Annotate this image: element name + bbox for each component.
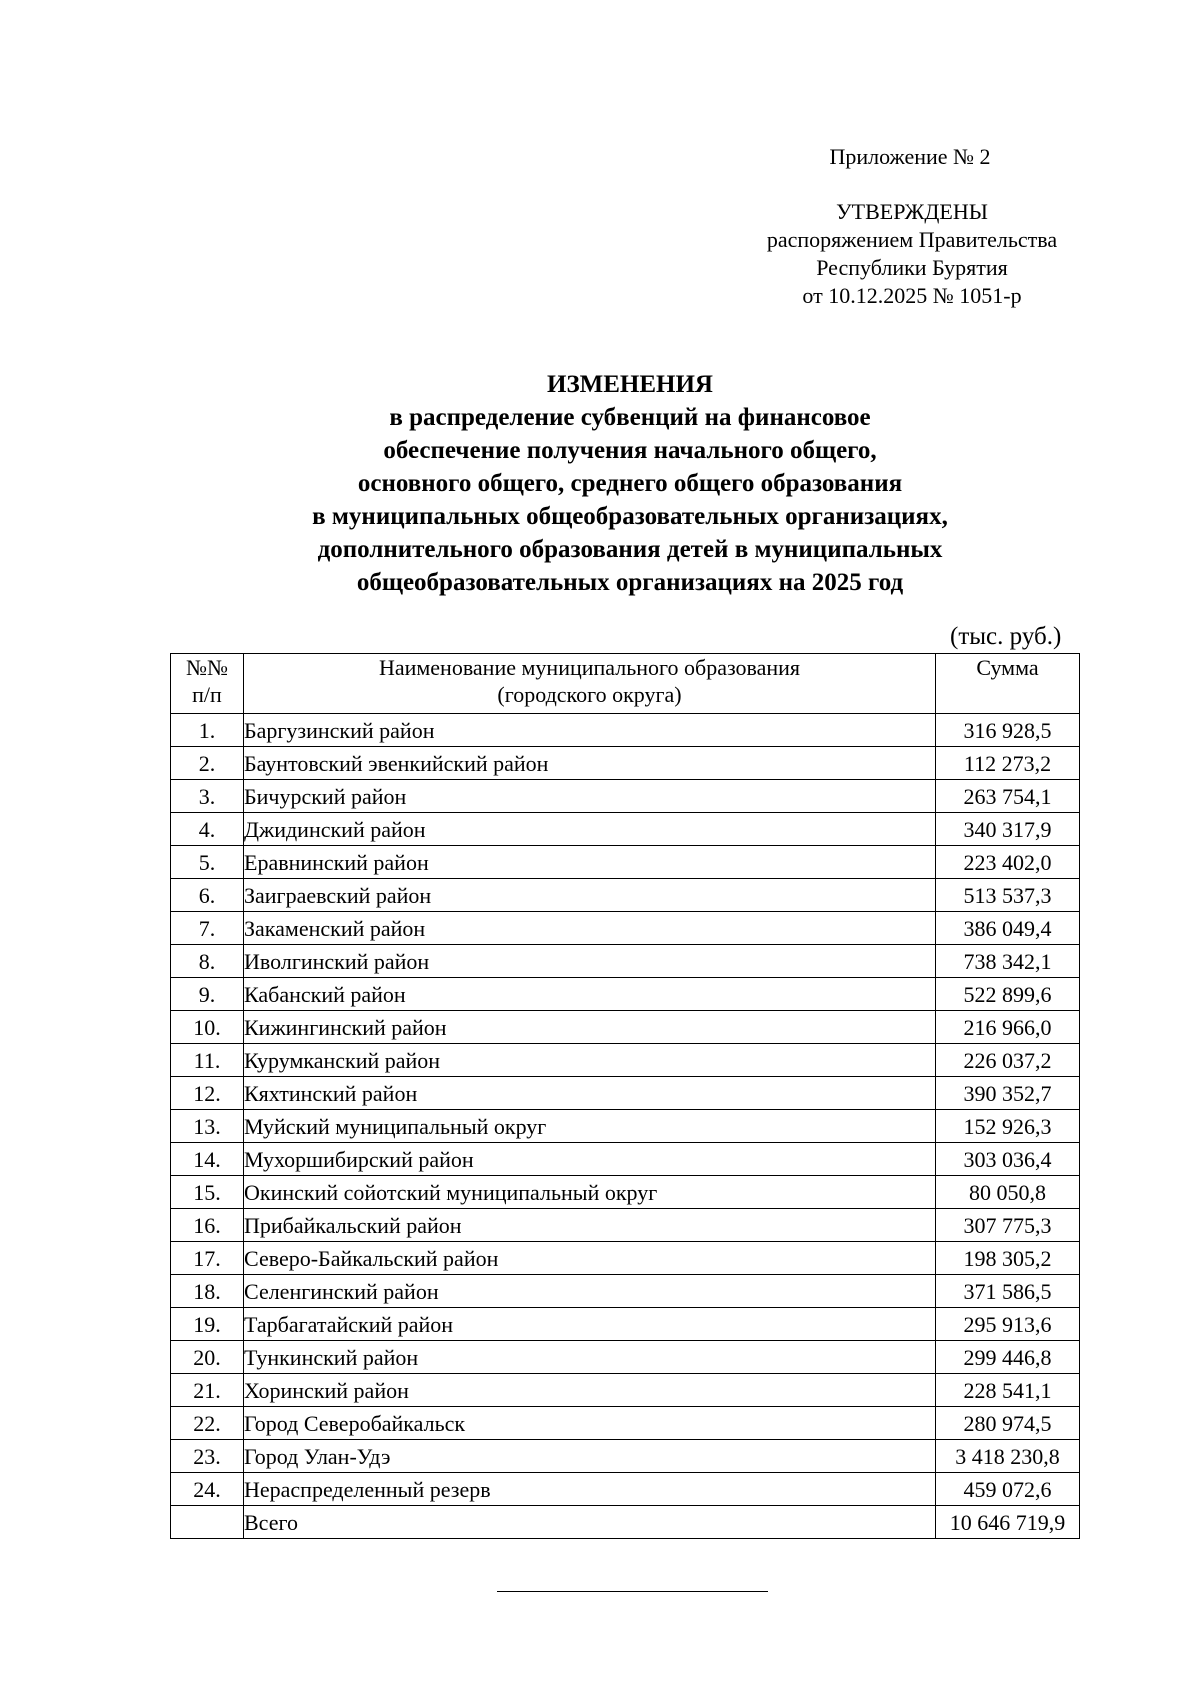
header-number: №№ п/п: [171, 654, 244, 714]
row-sum: 522 899,6: [936, 978, 1080, 1011]
row-name: Бичурский район: [244, 780, 936, 813]
row-number: 12.: [171, 1077, 244, 1110]
title-line: обеспечение получения начального общего,: [383, 437, 877, 464]
row-number: 23.: [171, 1440, 244, 1473]
header-sum: Сумма: [936, 654, 1080, 714]
row-number: 22.: [171, 1407, 244, 1440]
table-row: [171, 1308, 1080, 1341]
total-label: Всего: [244, 1506, 936, 1539]
row-number: 17.: [171, 1242, 244, 1275]
row-name: Город Северобайкальск: [244, 1407, 936, 1440]
row-name: Северо-Байкальский район: [244, 1242, 936, 1275]
units-label: (тыс. руб.): [950, 623, 1062, 650]
table-row: [171, 1242, 1080, 1275]
row-name: Баргузинский район: [244, 714, 936, 747]
row-sum: 307 775,3: [936, 1209, 1080, 1242]
row-number: 13.: [171, 1110, 244, 1143]
title-line: дополнительного образования детей в муниципальных: [317, 536, 943, 563]
row-number: 1.: [171, 714, 244, 747]
row-name: Нераспределенный резерв: [244, 1473, 936, 1506]
row-number: 8.: [171, 945, 244, 978]
row-sum: 226 037,2: [936, 1044, 1080, 1077]
row-number: 2.: [171, 747, 244, 780]
table-row: [171, 714, 1080, 747]
approval-stamp: [742, 198, 1082, 310]
title-line: основного общего, среднего общего образования: [357, 470, 903, 497]
row-number: 16.: [171, 1209, 244, 1242]
header-name: Наименование муниципального образования (городского округа): [244, 654, 936, 714]
row-sum: 299 446,8: [936, 1341, 1080, 1374]
row-number: 4.: [171, 813, 244, 846]
row-sum: 390 352,7: [936, 1077, 1080, 1110]
row-sum: 216 966,0: [936, 1011, 1080, 1044]
row-number: 6.: [171, 879, 244, 912]
total-row: [171, 1506, 1080, 1539]
table-row: [171, 1374, 1080, 1407]
row-sum: 152 926,3: [936, 1110, 1080, 1143]
row-sum: 3 418 230,8: [936, 1440, 1080, 1473]
approved-line: распоряжением Правительства: [766, 227, 1058, 252]
row-name: Кижингинский район: [244, 1011, 936, 1044]
table-row: [171, 1143, 1080, 1176]
end-divider: [497, 1591, 768, 1592]
table-row: [171, 945, 1080, 978]
row-number: 10.: [171, 1011, 244, 1044]
row-number: 7.: [171, 912, 244, 945]
row-number: 20.: [171, 1341, 244, 1374]
row-sum: 280 974,5: [936, 1407, 1080, 1440]
row-sum: 459 072,6: [936, 1473, 1080, 1506]
row-number: 9.: [171, 978, 244, 1011]
row-sum: 198 305,2: [936, 1242, 1080, 1275]
table-row: [171, 1440, 1080, 1473]
table-row: [171, 879, 1080, 912]
row-name: Иволгинский район: [244, 945, 936, 978]
row-name: Хоринский район: [244, 1374, 936, 1407]
table-header-row: [171, 654, 1080, 714]
row-number: 24.: [171, 1473, 244, 1506]
title-line: в распределение субвенций на финансовое: [389, 404, 871, 431]
row-number: 3.: [171, 780, 244, 813]
title-line: в муниципальных общеобразовательных организациях,: [312, 503, 948, 530]
table-row: [171, 1473, 1080, 1506]
row-number: 11.: [171, 1044, 244, 1077]
row-sum: 263 754,1: [936, 780, 1080, 813]
row-number: 18.: [171, 1275, 244, 1308]
row-sum: 371 586,5: [936, 1275, 1080, 1308]
table-row: [171, 846, 1080, 879]
row-name: Селенгинский район: [244, 1275, 936, 1308]
row-sum: 223 402,0: [936, 846, 1080, 879]
row-sum: 112 273,2: [936, 747, 1080, 780]
row-name: Мухоршибирский район: [244, 1143, 936, 1176]
total-number: [171, 1506, 244, 1539]
row-name: Баунтовский эвенкийский район: [244, 747, 936, 780]
row-name: Кяхтинский район: [244, 1077, 936, 1110]
total-sum: 10 646 719,9: [936, 1506, 1080, 1539]
row-number: 21.: [171, 1374, 244, 1407]
row-sum: 228 541,1: [936, 1374, 1080, 1407]
row-name: Окинский сойотский муниципальный округ: [244, 1176, 936, 1209]
row-name: Джидинский район: [244, 813, 936, 846]
table-row: [171, 1044, 1080, 1077]
row-number: 14.: [171, 1143, 244, 1176]
approved-heading: УТВЕРЖДЕНЫ: [836, 199, 988, 224]
table-row: [171, 813, 1080, 846]
table-row: [171, 780, 1080, 813]
row-name: Кабанский район: [244, 978, 936, 1011]
title-heading: ИЗМЕНЕНИЯ: [547, 371, 713, 398]
table-row: [171, 1407, 1080, 1440]
row-sum: 513 537,3: [936, 879, 1080, 912]
row-sum: 303 036,4: [936, 1143, 1080, 1176]
row-name: Муйский муниципальный округ: [244, 1110, 936, 1143]
row-number: 5.: [171, 846, 244, 879]
row-number: 15.: [171, 1176, 244, 1209]
row-sum: 386 049,4: [936, 912, 1080, 945]
row-name: Тарбагатайский район: [244, 1308, 936, 1341]
table-row: [171, 1275, 1080, 1308]
approved-line: от 10.12.2025 № 1051-р: [802, 283, 1022, 308]
appendix-label: Приложение № 2: [829, 144, 991, 169]
document-title: [150, 368, 1110, 599]
approved-line: Республики Бурятия: [816, 255, 1008, 280]
row-name: Закаменский район: [244, 912, 936, 945]
table-row: [171, 912, 1080, 945]
row-name: Город Улан-Удэ: [244, 1440, 936, 1473]
row-sum: 340 317,9: [936, 813, 1080, 846]
table-row: [171, 1077, 1080, 1110]
title-line: общеобразовательных организациях на 2025 год: [356, 569, 904, 596]
table-row: [171, 1110, 1080, 1143]
row-sum: 738 342,1: [936, 945, 1080, 978]
row-sum: 80 050,8: [936, 1176, 1080, 1209]
allocation-table: [170, 653, 1080, 1539]
row-number: 19.: [171, 1308, 244, 1341]
row-sum: 295 913,6: [936, 1308, 1080, 1341]
row-name: Прибайкальский район: [244, 1209, 936, 1242]
row-sum: 316 928,5: [936, 714, 1080, 747]
table-row: [171, 978, 1080, 1011]
table-body: [171, 714, 1080, 1539]
table-row: [171, 1011, 1080, 1044]
row-name: Заиграевский район: [244, 879, 936, 912]
table-row: [171, 1209, 1080, 1242]
table-row: [171, 1176, 1080, 1209]
table-row: [171, 1341, 1080, 1374]
table-row: [171, 747, 1080, 780]
row-name: Тункинский район: [244, 1341, 936, 1374]
row-name: Еравнинский район: [244, 846, 936, 879]
row-name: Курумканский район: [244, 1044, 936, 1077]
